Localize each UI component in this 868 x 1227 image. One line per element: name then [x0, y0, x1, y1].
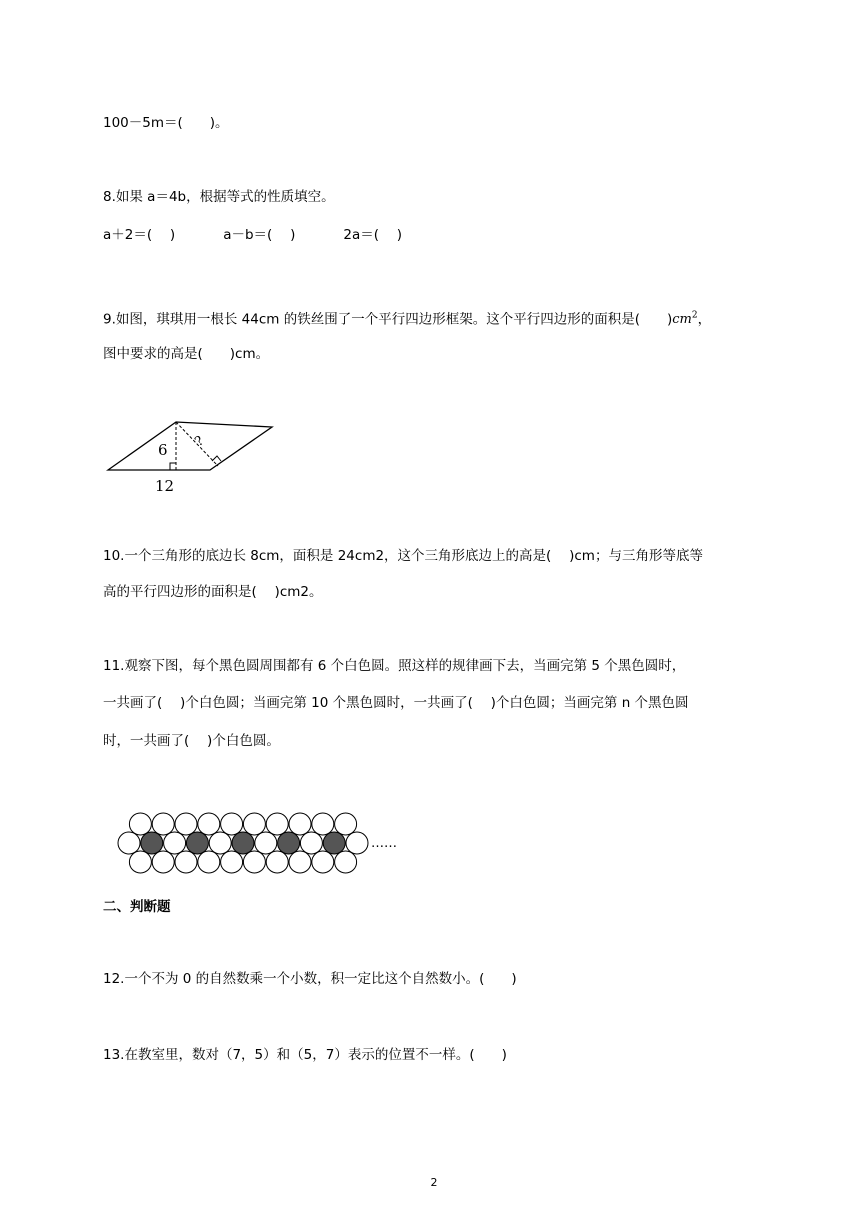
unknown-label: ? — [192, 433, 207, 450]
circles-figure — [110, 808, 397, 878]
black-circle — [232, 832, 254, 854]
q8-blank-3: 2a＝( ) — [343, 227, 403, 243]
white-circle — [255, 832, 277, 854]
q9-line1-text: 9.如图，琪琪用一根长 44cm 的铁丝围了一个平行四边形框架。这个平行四边形的面积是( ) — [103, 311, 673, 328]
white-circle — [243, 851, 265, 873]
q9-comma: ， — [697, 311, 712, 328]
white-circle — [209, 832, 231, 854]
q13-text: 13.在教室里，数对（7，5）和（5，7）表示的位置不一样。( ) — [103, 1047, 507, 1063]
white-circle — [198, 813, 220, 835]
parallelogram-shape — [108, 422, 272, 470]
height-label: 6 — [158, 441, 168, 459]
white-circle — [346, 832, 368, 854]
q9-unit: $cm^2$ — [672, 311, 698, 328]
white-circle — [312, 851, 334, 873]
page-number: 2 — [430, 1176, 438, 1189]
q11-line1: 11.观察下图，每个黑色圆周围都有 6 个白色圆。照这样的规律画下去，当画完第 5 个黑色圆时， — [103, 658, 686, 674]
right-angle-mark-1 — [170, 463, 176, 470]
q8-blank-1: a＋2＝( ) — [103, 227, 176, 243]
white-circle — [221, 813, 243, 835]
q11-line2: 一共画了( )个白色圆；当画完第 10 个黑色圆时，一共画了( )个白色圆；当画完第 n 个黑色圆 — [103, 695, 689, 711]
white-circle — [312, 813, 334, 835]
white-circle — [289, 851, 311, 873]
white-circle — [289, 813, 311, 835]
q8-stem: 8.如果 a＝4b，根据等式的性质填空。 — [103, 189, 335, 205]
white-circle — [152, 851, 174, 873]
white-circle — [164, 832, 186, 854]
white-circle — [266, 813, 288, 835]
white-circle — [221, 851, 243, 873]
white-circle — [175, 813, 197, 835]
white-circle — [129, 813, 151, 835]
white-circle — [243, 813, 265, 835]
black-circle — [141, 832, 163, 854]
q9-line1 — [103, 306, 711, 330]
q10-line1: 10.一个三角形的底边长 8cm，面积是 24cm2，这个三角形底边上的高是( )cm；与三角形等底等 — [103, 548, 703, 564]
parallelogram-figure — [100, 410, 300, 500]
q7-tail: 100－5m＝( )。 — [103, 115, 229, 131]
white-circle — [129, 851, 151, 873]
q8-blanks — [103, 225, 402, 245]
white-circle — [335, 851, 357, 873]
ellipsis: …… — [371, 836, 397, 851]
white-circle — [198, 851, 220, 873]
white-circle — [300, 832, 322, 854]
white-circle — [335, 813, 357, 835]
section-heading: 二、判断题 — [103, 899, 171, 915]
white-circle — [266, 851, 288, 873]
q10-line2: 高的平行四边形的面积是( )cm2。 — [103, 584, 323, 600]
q12-text: 12.一个不为 0 的自然数乘一个小数，积一定比这个自然数小。( ) — [103, 971, 517, 987]
black-circle — [278, 832, 300, 854]
white-circle — [118, 832, 140, 854]
black-circle — [186, 832, 208, 854]
white-circle — [175, 851, 197, 873]
right-angle-mark-2 — [212, 456, 221, 461]
q8-blank-2: a－b＝( ) — [223, 227, 296, 243]
q11-line3: 时，一共画了( )个白色圆。 — [103, 733, 280, 749]
white-circle — [152, 813, 174, 835]
q9-line2: 图中要求的高是( )cm。 — [103, 346, 270, 362]
base-label: 12 — [155, 477, 175, 495]
black-circle — [323, 832, 345, 854]
